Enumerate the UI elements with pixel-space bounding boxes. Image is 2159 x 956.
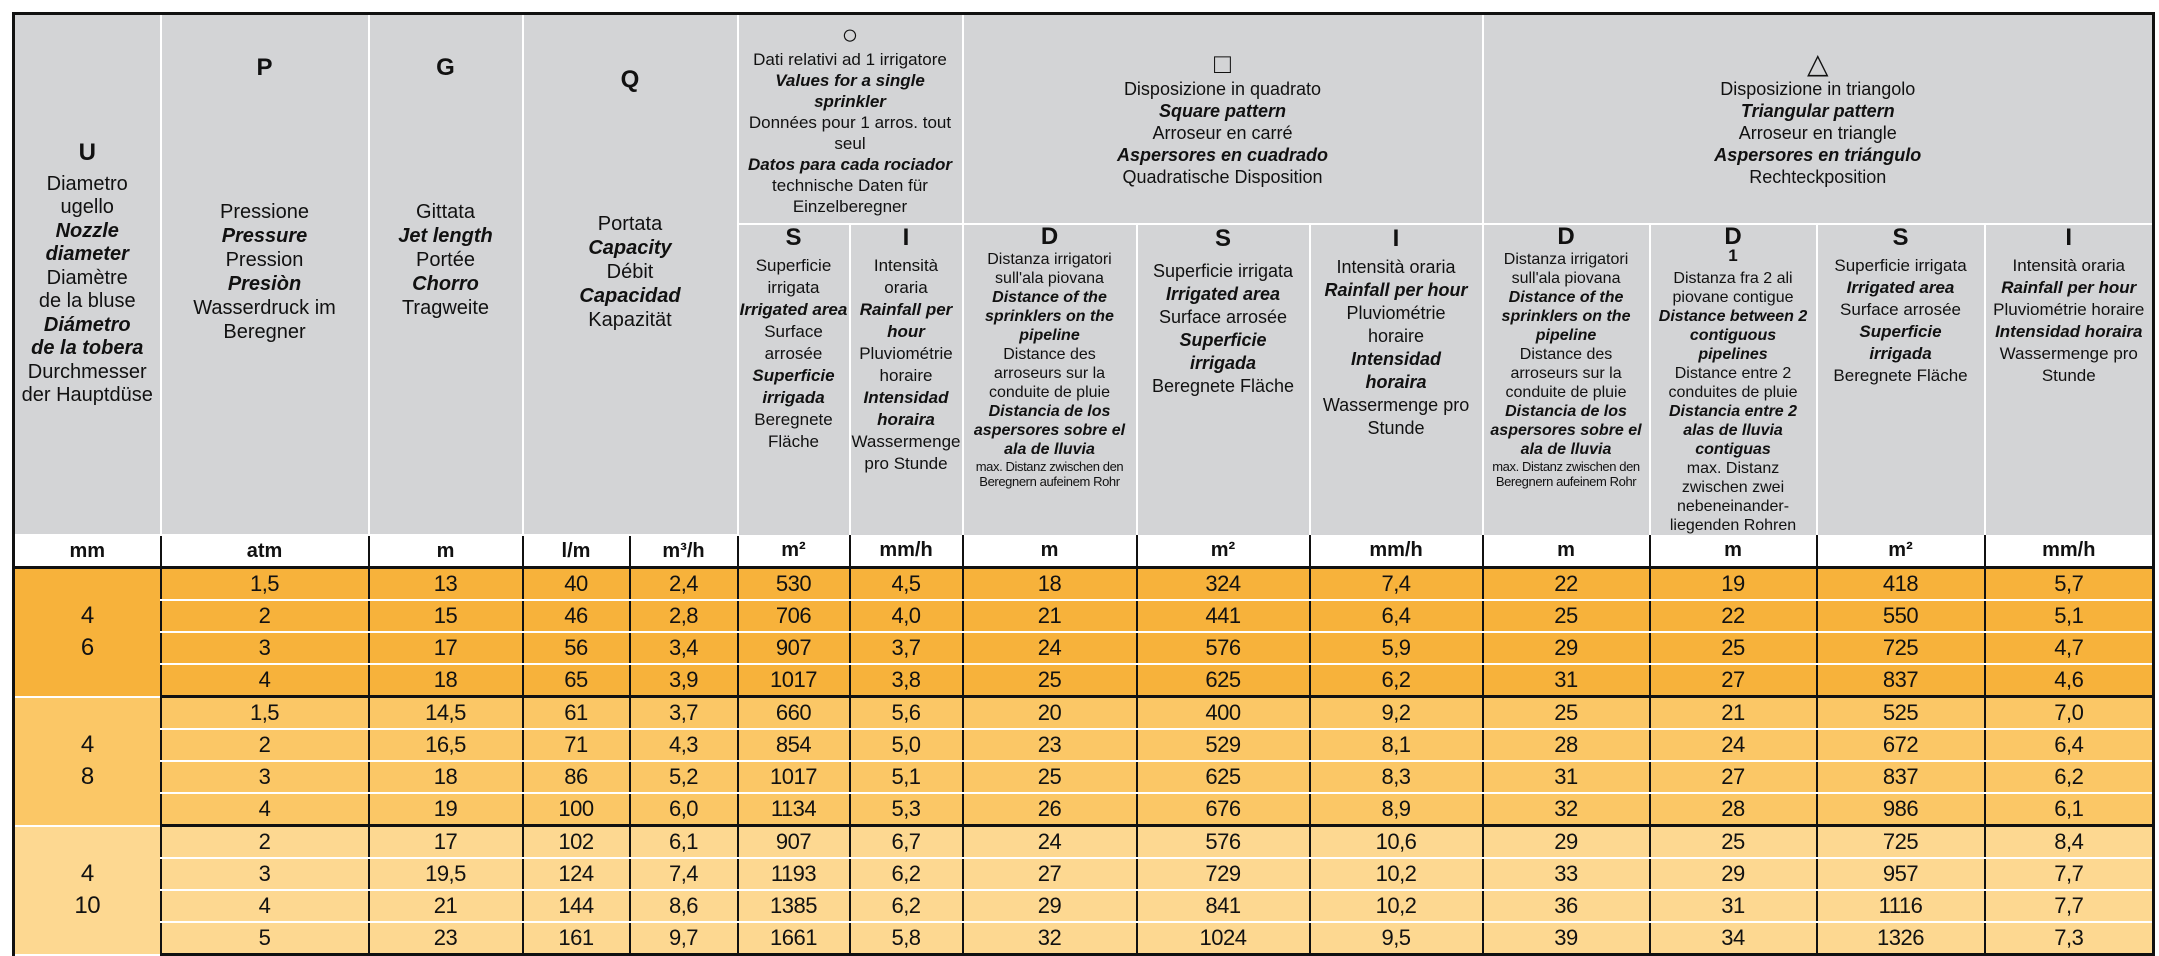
- units-row: [14, 535, 2154, 568]
- table-cell: 6,7: [850, 826, 963, 859]
- table-cell: 24: [963, 826, 1137, 859]
- unit-cell: m²: [1817, 535, 1985, 568]
- table-cell: 2,4: [630, 568, 738, 601]
- table-cell: 6,4: [1985, 729, 2154, 761]
- table-cell: 4: [161, 793, 369, 826]
- table-cell: 102: [523, 826, 630, 859]
- table-cell: 34: [1650, 922, 1817, 955]
- table-cell: 725: [1817, 826, 1985, 859]
- table-cell: 39: [1483, 922, 1650, 955]
- circle-icon: ○: [841, 19, 859, 50]
- col-header-pressure: P Pressione Pressure Pression Presiòn Wasserdruck im Beregner: [161, 14, 369, 536]
- table-cell: 23: [963, 729, 1137, 761]
- table-cell: 441: [1137, 600, 1310, 632]
- table-cell: 4,3: [630, 729, 738, 761]
- unit-cell: m²: [1137, 535, 1310, 568]
- table-row: [14, 890, 2154, 922]
- table-cell: 21: [1650, 697, 1817, 730]
- table-cell: 6,2: [1985, 761, 2154, 793]
- table-cell: 17: [369, 632, 523, 664]
- nozzle-diameter-cell: [14, 568, 161, 697]
- table-cell: 18: [963, 568, 1137, 601]
- table-cell: 9,2: [1310, 697, 1483, 730]
- table-row: [14, 826, 2154, 859]
- table-cell: 22: [1483, 568, 1650, 601]
- table-cell: 36: [1483, 890, 1650, 922]
- table-cell: 1661: [738, 922, 850, 955]
- table-cell: 1024: [1137, 922, 1310, 955]
- table-cell: 729: [1137, 858, 1310, 890]
- table-cell: 7,3: [1985, 922, 2154, 955]
- table-cell: 576: [1137, 632, 1310, 664]
- unit-cell: mm/h: [850, 535, 963, 568]
- table-cell: 986: [1817, 793, 1985, 826]
- table-cell: 56: [523, 632, 630, 664]
- table-cell: 27: [1650, 761, 1817, 793]
- group-header-triangular-pattern: △ Disposizione in triangolo Triangular pattern Arroseur en triangle Aspersores en triángulo Rechteckposition: [1483, 14, 2154, 225]
- table-cell: 25: [963, 664, 1137, 697]
- table-row: [14, 793, 2154, 826]
- table-cell: 5,9: [1310, 632, 1483, 664]
- table-row: [14, 600, 2154, 632]
- table-cell: 65: [523, 664, 630, 697]
- table-cell: 4,7: [1985, 632, 2154, 664]
- table-cell: 4,0: [850, 600, 963, 632]
- table-cell: 3,7: [850, 632, 963, 664]
- table-cell: 1017: [738, 664, 850, 697]
- table-cell: 625: [1137, 761, 1310, 793]
- table-cell: 144: [523, 890, 630, 922]
- table-cell: 2: [161, 600, 369, 632]
- table-cell: 13: [369, 568, 523, 601]
- table-cell: 725: [1817, 632, 1985, 664]
- table-cell: 841: [1137, 890, 1310, 922]
- table-cell: 25: [1650, 632, 1817, 664]
- sub-header-single-area: S Superficie irrigata Irrigated area Surface arrosée Superficie irrigada Beregnete Fläche: [738, 224, 850, 535]
- table-cell: 61: [523, 697, 630, 730]
- unit-cell: m²: [738, 535, 850, 568]
- table-cell: 6,1: [1985, 793, 2154, 826]
- table-cell: 5,8: [850, 922, 963, 955]
- table-cell: 21: [369, 890, 523, 922]
- table-cell: 28: [1483, 729, 1650, 761]
- table-cell: 124: [523, 858, 630, 890]
- table-cell: 24: [1650, 729, 1817, 761]
- table-cell: 1385: [738, 890, 850, 922]
- table-cell: 14,5: [369, 697, 523, 730]
- table-cell: 25: [1483, 600, 1650, 632]
- unit-cell: mm: [14, 535, 161, 568]
- table-cell: 23: [369, 922, 523, 955]
- table-cell: 2: [161, 826, 369, 859]
- unit-cell: mm/h: [1985, 535, 2154, 568]
- table-cell: 854: [738, 729, 850, 761]
- table-cell: 7,4: [1310, 568, 1483, 601]
- table-cell: 1193: [738, 858, 850, 890]
- table-cell: 550: [1817, 600, 1985, 632]
- table-cell: 1,5: [161, 568, 369, 601]
- table-cell: 2,8: [630, 600, 738, 632]
- table-cell: 4: [161, 664, 369, 697]
- sub-header-square-area: S Superficie irrigata Irrigated area Surface arrosée Superficie irrigada Beregnete Fläche: [1137, 224, 1310, 535]
- group-header-single-sprinkler: ○ Dati relativi ad 1 irrigatore Values for a single sprinkler Données pour 1 arros. tout seul Datos para cada rociador technische Daten für Einzelberegner: [738, 14, 963, 225]
- table-cell: 29: [1483, 632, 1650, 664]
- nozzle-value: 4: [80, 860, 94, 887]
- table-cell: 3: [161, 632, 369, 664]
- table-cell: 9,7: [630, 922, 738, 955]
- col-header-jet-length: G Gittata Jet length Portée Chorro Tragweite: [369, 14, 523, 536]
- table-cell: 29: [963, 890, 1137, 922]
- unit-cell: m: [1650, 535, 1817, 568]
- sub-header-square-distance: D Distanza irrigatori sull'ala piovana Distance of the sprinklers on the pipeline Distance des arroseurs sur la conduite de pluie Distancia de los aspersores sobre el ala de lluvia max. Distanz zwischen den Beregnern aufeinem Rohr: [963, 224, 1137, 535]
- table-cell: 27: [1650, 664, 1817, 697]
- square-icon: □: [1214, 48, 1231, 79]
- table-cell: 907: [738, 632, 850, 664]
- table-cell: 5: [161, 922, 369, 955]
- table-cell: 957: [1817, 858, 1985, 890]
- table-cell: 5,7: [1985, 568, 2154, 601]
- table-cell: 46: [523, 600, 630, 632]
- table-cell: 5,1: [1985, 600, 2154, 632]
- table-cell: 907: [738, 826, 850, 859]
- unit-cell: m³/h: [630, 535, 738, 568]
- table-cell: 3,4: [630, 632, 738, 664]
- table-cell: 31: [1483, 761, 1650, 793]
- table-cell: 19,5: [369, 858, 523, 890]
- table-cell: 418: [1817, 568, 1985, 601]
- nozzle-value: 10: [74, 892, 101, 919]
- table-cell: 5,2: [630, 761, 738, 793]
- table-row: [14, 858, 2154, 890]
- table-cell: 10,2: [1310, 890, 1483, 922]
- unit-cell: atm: [161, 535, 369, 568]
- table-cell: 8,6: [630, 890, 738, 922]
- table-cell: 18: [369, 664, 523, 697]
- table-cell: 29: [1483, 826, 1650, 859]
- table-cell: 8,4: [1985, 826, 2154, 859]
- table-cell: 324: [1137, 568, 1310, 601]
- nozzle-value: 4: [80, 602, 94, 630]
- triangle-icon: △: [1806, 48, 1829, 79]
- table-row: [14, 568, 2154, 601]
- table-cell: 1326: [1817, 922, 1985, 955]
- nozzle-diameter-cell: [14, 826, 161, 955]
- table-cell: 1116: [1817, 890, 1985, 922]
- table-cell: 3: [161, 858, 369, 890]
- table-cell: 525: [1817, 697, 1985, 730]
- table-cell: 32: [1483, 793, 1650, 826]
- table-cell: 625: [1137, 664, 1310, 697]
- table-cell: 7,4: [630, 858, 738, 890]
- table-cell: 837: [1817, 761, 1985, 793]
- table-cell: 5,0: [850, 729, 963, 761]
- table-cell: 2: [161, 729, 369, 761]
- table-cell: 17: [369, 826, 523, 859]
- table-cell: 8,3: [1310, 761, 1483, 793]
- table-cell: 33: [1483, 858, 1650, 890]
- table-row: [14, 697, 2154, 730]
- table-cell: 8,9: [1310, 793, 1483, 826]
- table-cell: 5,1: [850, 761, 963, 793]
- nozzle-value: 4: [80, 731, 94, 758]
- table-cell: 19: [1650, 568, 1817, 601]
- table-cell: 400: [1137, 697, 1310, 730]
- table-cell: 6,0: [630, 793, 738, 826]
- table-cell: 837: [1817, 664, 1985, 697]
- table-cell: 10,6: [1310, 826, 1483, 859]
- unit-cell: mm/h: [1310, 535, 1483, 568]
- table-cell: 706: [738, 600, 850, 632]
- table-cell: 16,5: [369, 729, 523, 761]
- table-cell: 10,2: [1310, 858, 1483, 890]
- table-cell: 8,1: [1310, 729, 1483, 761]
- table-cell: 19: [369, 793, 523, 826]
- table-cell: 6,1: [630, 826, 738, 859]
- unit-cell: m: [369, 535, 523, 568]
- unit-cell: l/m: [523, 535, 630, 568]
- unit-cell: m: [1483, 535, 1650, 568]
- table-row: [14, 664, 2154, 697]
- table-cell: 71: [523, 729, 630, 761]
- table-cell: 6,2: [1310, 664, 1483, 697]
- table-cell: 1,5: [161, 697, 369, 730]
- sprinkler-performance-table: [12, 12, 2155, 956]
- table-cell: 32: [963, 922, 1137, 955]
- table-cell: 86: [523, 761, 630, 793]
- sub-header-square-rainfall: I Intensità oraria Rainfall per hour Pluviométrie horaire Intensidad horaira Wassermenge pro Stunde: [1310, 224, 1483, 535]
- sub-header-triangle-area: S Superficie irrigata Irrigated area Surface arrosée Superficie irrigada Beregnete Fläche: [1817, 224, 1985, 535]
- col-header-nozzle-diameter: U Diametro ugello Nozzle diameter Diamètre de la bluse Diámetro de la tobera Durchmesser der Hauptdüse: [14, 14, 161, 536]
- table-cell: 29: [1650, 858, 1817, 890]
- sprinkler-performance-table-wrapper: [12, 12, 2152, 956]
- nozzle-diameter-cell: [14, 697, 161, 826]
- table-cell: 28: [1650, 793, 1817, 826]
- table-cell: 1134: [738, 793, 850, 826]
- table-cell: 1017: [738, 761, 850, 793]
- table-row: [14, 922, 2154, 955]
- table-cell: 25: [1483, 697, 1650, 730]
- table-cell: 660: [738, 697, 850, 730]
- table-cell: 21: [963, 600, 1137, 632]
- table-cell: 18: [369, 761, 523, 793]
- table-cell: 9,5: [1310, 922, 1483, 955]
- table-cell: 3,8: [850, 664, 963, 697]
- table-cell: 20: [963, 697, 1137, 730]
- table-cell: 26: [963, 793, 1137, 826]
- table-cell: 576: [1137, 826, 1310, 859]
- col-header-capacity: Q Portata Capacity Débit Capacidad Kapazität: [523, 14, 738, 536]
- sub-header-single-rainfall: I Intensità oraria Rainfall per hour Pluviométrie horaire Intensidad horaira Wassermenge pro Stunde: [850, 224, 963, 535]
- table-cell: 3: [161, 761, 369, 793]
- table-row: [14, 729, 2154, 761]
- table-cell: 31: [1483, 664, 1650, 697]
- unit-cell: m: [963, 535, 1137, 568]
- table-cell: 7,0: [1985, 697, 2154, 730]
- table-cell: 530: [738, 568, 850, 601]
- sub-header-triangle-pipeline-distance: D 1 Distanza fra 2 ali piovane contigue Distance between 2 contiguous pipelines Distance entre 2 conduites de pluie Distancia entre 2 alas de lluvia contiguas max. Distanz zwischen zwei nebeneinander-liegenden Rohren: [1650, 224, 1817, 535]
- table-cell: 24: [963, 632, 1137, 664]
- sub-header-triangle-rainfall: I Intensità oraria Rainfall per hour Pluviométrie horaire Intensidad horaira Wassermenge pro Stunde: [1985, 224, 2154, 535]
- table-row: [14, 761, 2154, 793]
- table-cell: 15: [369, 600, 523, 632]
- table-cell: 22: [1650, 600, 1817, 632]
- table-row: [14, 632, 2154, 664]
- table-cell: 161: [523, 922, 630, 955]
- table-cell: 529: [1137, 729, 1310, 761]
- table-cell: 4,6: [1985, 664, 2154, 697]
- table-cell: 40: [523, 568, 630, 601]
- nozzle-value: 8: [80, 763, 94, 790]
- table-cell: 676: [1137, 793, 1310, 826]
- table-cell: 6,4: [1310, 600, 1483, 632]
- table-cell: 6,2: [850, 890, 963, 922]
- table-cell: 7,7: [1985, 890, 2154, 922]
- table-cell: 3,7: [630, 697, 738, 730]
- table-cell: 31: [1650, 890, 1817, 922]
- table-cell: 4: [161, 890, 369, 922]
- nozzle-value: 6: [80, 634, 94, 662]
- table-cell: 5,3: [850, 793, 963, 826]
- table-cell: 27: [963, 858, 1137, 890]
- table-cell: 4,5: [850, 568, 963, 601]
- table-cell: 3,9: [630, 664, 738, 697]
- table-cell: 7,7: [1985, 858, 2154, 890]
- table-cell: 672: [1817, 729, 1985, 761]
- table-cell: 100: [523, 793, 630, 826]
- sub-header-triangle-distance: D Distanza irrigatori sull'ala piovana Distance of the sprinklers on the pipeline Distance des arroseurs sur la conduite de pluie Distancia de los aspersores sobre el ala de lluvia max. Distanz zwischen den Beregnern aufeinem Rohr: [1483, 224, 1650, 535]
- table-cell: 5,6: [850, 697, 963, 730]
- table-cell: 6,2: [850, 858, 963, 890]
- table-cell: 25: [1650, 826, 1817, 859]
- table-cell: 25: [963, 761, 1137, 793]
- group-header-square-pattern: □ Disposizione in quadrato Square pattern Arroseur en carré Aspersores en cuadrado Quadratische Disposition: [963, 14, 1483, 225]
